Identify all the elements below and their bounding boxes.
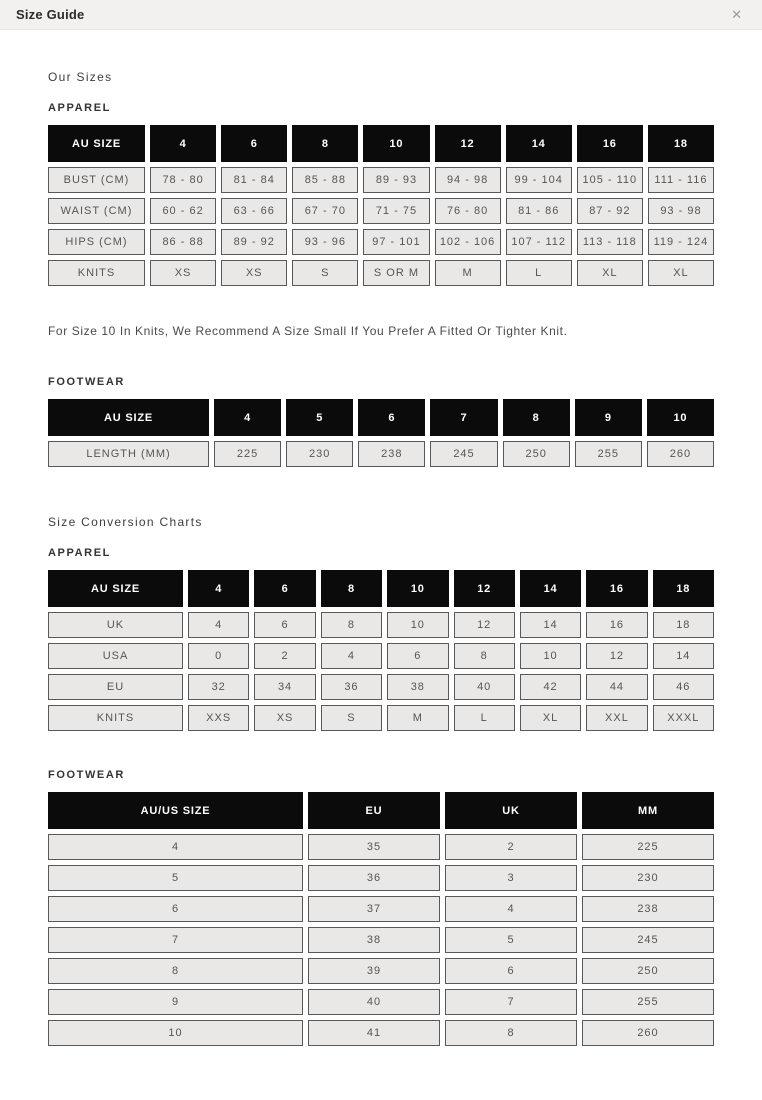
data-cell: 2 xyxy=(254,643,315,669)
data-cell: 14 xyxy=(520,612,581,638)
data-cell: 5 xyxy=(48,865,303,891)
header-cell: 10 xyxy=(363,125,429,162)
table-label-conversion-apparel: APPAREL xyxy=(48,547,111,559)
data-cell: XXXL xyxy=(653,705,714,731)
data-cell: 245 xyxy=(430,441,497,467)
data-cell: 6 xyxy=(387,643,448,669)
header-cell: AU/US SIZE xyxy=(48,792,303,829)
data-cell: 107 - 112 xyxy=(506,229,572,255)
data-cell: 0 xyxy=(188,643,249,669)
data-cell: KNITS xyxy=(48,705,183,731)
data-cell: 230 xyxy=(286,441,353,467)
data-cell: XL xyxy=(648,260,714,286)
conversion-footwear-table xyxy=(48,792,714,1046)
data-cell: 4 xyxy=(188,612,249,638)
data-cell: XXS xyxy=(188,705,249,731)
data-cell: 85 - 88 xyxy=(292,167,358,193)
data-cell: LENGTH (MM) xyxy=(48,441,209,467)
data-cell: 225 xyxy=(582,834,714,860)
data-cell: 8 xyxy=(454,643,515,669)
header-cell: AU SIZE xyxy=(48,399,209,436)
header-cell: 8 xyxy=(292,125,358,162)
header-cell: 10 xyxy=(387,570,448,607)
data-cell: 255 xyxy=(582,989,714,1015)
data-cell: S OR M xyxy=(363,260,429,286)
data-cell: 245 xyxy=(582,927,714,953)
header-cell: 6 xyxy=(358,399,425,436)
header-cell: 8 xyxy=(503,399,570,436)
data-cell: 38 xyxy=(387,674,448,700)
data-cell: 14 xyxy=(653,643,714,669)
data-cell: 238 xyxy=(358,441,425,467)
data-cell: XS xyxy=(221,260,287,286)
data-cell: 63 - 66 xyxy=(221,198,287,224)
header-cell: UK xyxy=(445,792,577,829)
data-cell: 4 xyxy=(321,643,382,669)
data-cell: 93 - 96 xyxy=(292,229,358,255)
header-cell: 6 xyxy=(221,125,287,162)
data-cell: 8 xyxy=(321,612,382,638)
data-cell: 7 xyxy=(48,927,303,953)
data-cell: 89 - 92 xyxy=(221,229,287,255)
header-cell: MM xyxy=(582,792,714,829)
data-cell: 250 xyxy=(582,958,714,984)
data-cell: EU xyxy=(48,674,183,700)
header-cell: 5 xyxy=(286,399,353,436)
header-cell: 6 xyxy=(254,570,315,607)
header-cell: 9 xyxy=(575,399,642,436)
section-heading-conversion: Size Conversion Charts xyxy=(48,515,203,529)
data-cell: 5 xyxy=(445,927,577,953)
data-cell: XXL xyxy=(586,705,647,731)
header-cell: AU SIZE xyxy=(48,125,145,162)
data-cell: 46 xyxy=(653,674,714,700)
data-cell: 41 xyxy=(308,1020,440,1046)
table-label-footwear: FOOTWEAR xyxy=(48,376,125,388)
data-cell: KNITS xyxy=(48,260,145,286)
header-cell: 14 xyxy=(506,125,572,162)
data-cell: BUST (CM) xyxy=(48,167,145,193)
data-cell: 225 xyxy=(214,441,281,467)
data-cell: 78 - 80 xyxy=(150,167,216,193)
data-cell: 38 xyxy=(308,927,440,953)
table-label-apparel: APPAREL xyxy=(48,102,111,114)
data-cell: 36 xyxy=(321,674,382,700)
data-cell: 32 xyxy=(188,674,249,700)
data-cell: 7 xyxy=(445,989,577,1015)
data-cell: 18 xyxy=(653,612,714,638)
data-cell: 39 xyxy=(308,958,440,984)
data-cell: 10 xyxy=(48,1020,303,1046)
knits-note: For Size 10 In Knits, We Recommend A Size Small If You Prefer A Fitted Or Tighter Knit. xyxy=(48,324,568,338)
data-cell: 12 xyxy=(454,612,515,638)
header-cell: 10 xyxy=(647,399,714,436)
header-cell: AU SIZE xyxy=(48,570,183,607)
data-cell: 42 xyxy=(520,674,581,700)
data-cell: 97 - 101 xyxy=(363,229,429,255)
header-cell: 12 xyxy=(435,125,501,162)
data-cell: 89 - 93 xyxy=(363,167,429,193)
page-title: Size Guide xyxy=(16,7,85,22)
header-cell: 8 xyxy=(321,570,382,607)
data-cell: 6 xyxy=(254,612,315,638)
data-cell: 93 - 98 xyxy=(648,198,714,224)
data-cell: HIPS (CM) xyxy=(48,229,145,255)
header-cell: 4 xyxy=(150,125,216,162)
data-cell: 8 xyxy=(48,958,303,984)
data-cell: 34 xyxy=(254,674,315,700)
header-cell: 12 xyxy=(454,570,515,607)
header-cell: 16 xyxy=(586,570,647,607)
data-cell: 94 - 98 xyxy=(435,167,501,193)
data-cell: 40 xyxy=(308,989,440,1015)
our-sizes-apparel-table xyxy=(48,125,714,286)
data-cell: 4 xyxy=(445,896,577,922)
data-cell: 260 xyxy=(582,1020,714,1046)
data-cell: 3 xyxy=(445,865,577,891)
data-cell: UK xyxy=(48,612,183,638)
data-cell: XL xyxy=(577,260,643,286)
data-cell: 16 xyxy=(586,612,647,638)
data-cell: WAIST (CM) xyxy=(48,198,145,224)
header-cell: 7 xyxy=(430,399,497,436)
header-cell: 18 xyxy=(653,570,714,607)
data-cell: XS xyxy=(254,705,315,731)
data-cell: 8 xyxy=(445,1020,577,1046)
data-cell: 37 xyxy=(308,896,440,922)
size-guide-content xyxy=(0,30,762,1046)
data-cell: 81 - 86 xyxy=(506,198,572,224)
data-cell: 230 xyxy=(582,865,714,891)
data-cell: 2 xyxy=(445,834,577,860)
data-cell: 105 - 110 xyxy=(577,167,643,193)
data-cell: 6 xyxy=(48,896,303,922)
data-cell: 255 xyxy=(575,441,642,467)
data-cell: 238 xyxy=(582,896,714,922)
header-cell: 18 xyxy=(648,125,714,162)
data-cell: 6 xyxy=(445,958,577,984)
data-cell: 71 - 75 xyxy=(363,198,429,224)
header-cell: 14 xyxy=(520,570,581,607)
data-cell: 36 xyxy=(308,865,440,891)
data-cell: 60 - 62 xyxy=(150,198,216,224)
header-cell: 4 xyxy=(214,399,281,436)
data-cell: L xyxy=(454,705,515,731)
data-cell: 10 xyxy=(520,643,581,669)
data-cell: 67 - 70 xyxy=(292,198,358,224)
data-cell: 250 xyxy=(503,441,570,467)
table-label-conversion-footwear: FOOTWEAR xyxy=(48,769,125,781)
data-cell: 10 xyxy=(387,612,448,638)
data-cell: 99 - 104 xyxy=(506,167,572,193)
data-cell: XL xyxy=(520,705,581,731)
data-cell: 4 xyxy=(48,834,303,860)
data-cell: XS xyxy=(150,260,216,286)
data-cell: S xyxy=(292,260,358,286)
data-cell: M xyxy=(387,705,448,731)
data-cell: 119 - 124 xyxy=(648,229,714,255)
data-cell: 260 xyxy=(647,441,714,467)
data-cell: 35 xyxy=(308,834,440,860)
data-cell: 87 - 92 xyxy=(577,198,643,224)
header-cell: 4 xyxy=(188,570,249,607)
section-heading-our-sizes: Our Sizes xyxy=(48,70,113,84)
header-cell: 16 xyxy=(577,125,643,162)
data-cell: 86 - 88 xyxy=(150,229,216,255)
size-guide-titlebar xyxy=(0,0,762,30)
data-cell: M xyxy=(435,260,501,286)
data-cell: 9 xyxy=(48,989,303,1015)
data-cell: USA xyxy=(48,643,183,669)
our-sizes-footwear-table xyxy=(48,399,714,467)
data-cell: 81 - 84 xyxy=(221,167,287,193)
conversion-apparel-table xyxy=(48,570,714,731)
data-cell: 44 xyxy=(586,674,647,700)
data-cell: 111 - 116 xyxy=(648,167,714,193)
data-cell: 113 - 118 xyxy=(577,229,643,255)
data-cell: 102 - 106 xyxy=(435,229,501,255)
data-cell: 76 - 80 xyxy=(435,198,501,224)
data-cell: L xyxy=(506,260,572,286)
data-cell: 40 xyxy=(454,674,515,700)
header-cell: EU xyxy=(308,792,440,829)
data-cell: S xyxy=(321,705,382,731)
data-cell: 12 xyxy=(586,643,647,669)
close-icon[interactable]: ✕ xyxy=(727,6,746,23)
